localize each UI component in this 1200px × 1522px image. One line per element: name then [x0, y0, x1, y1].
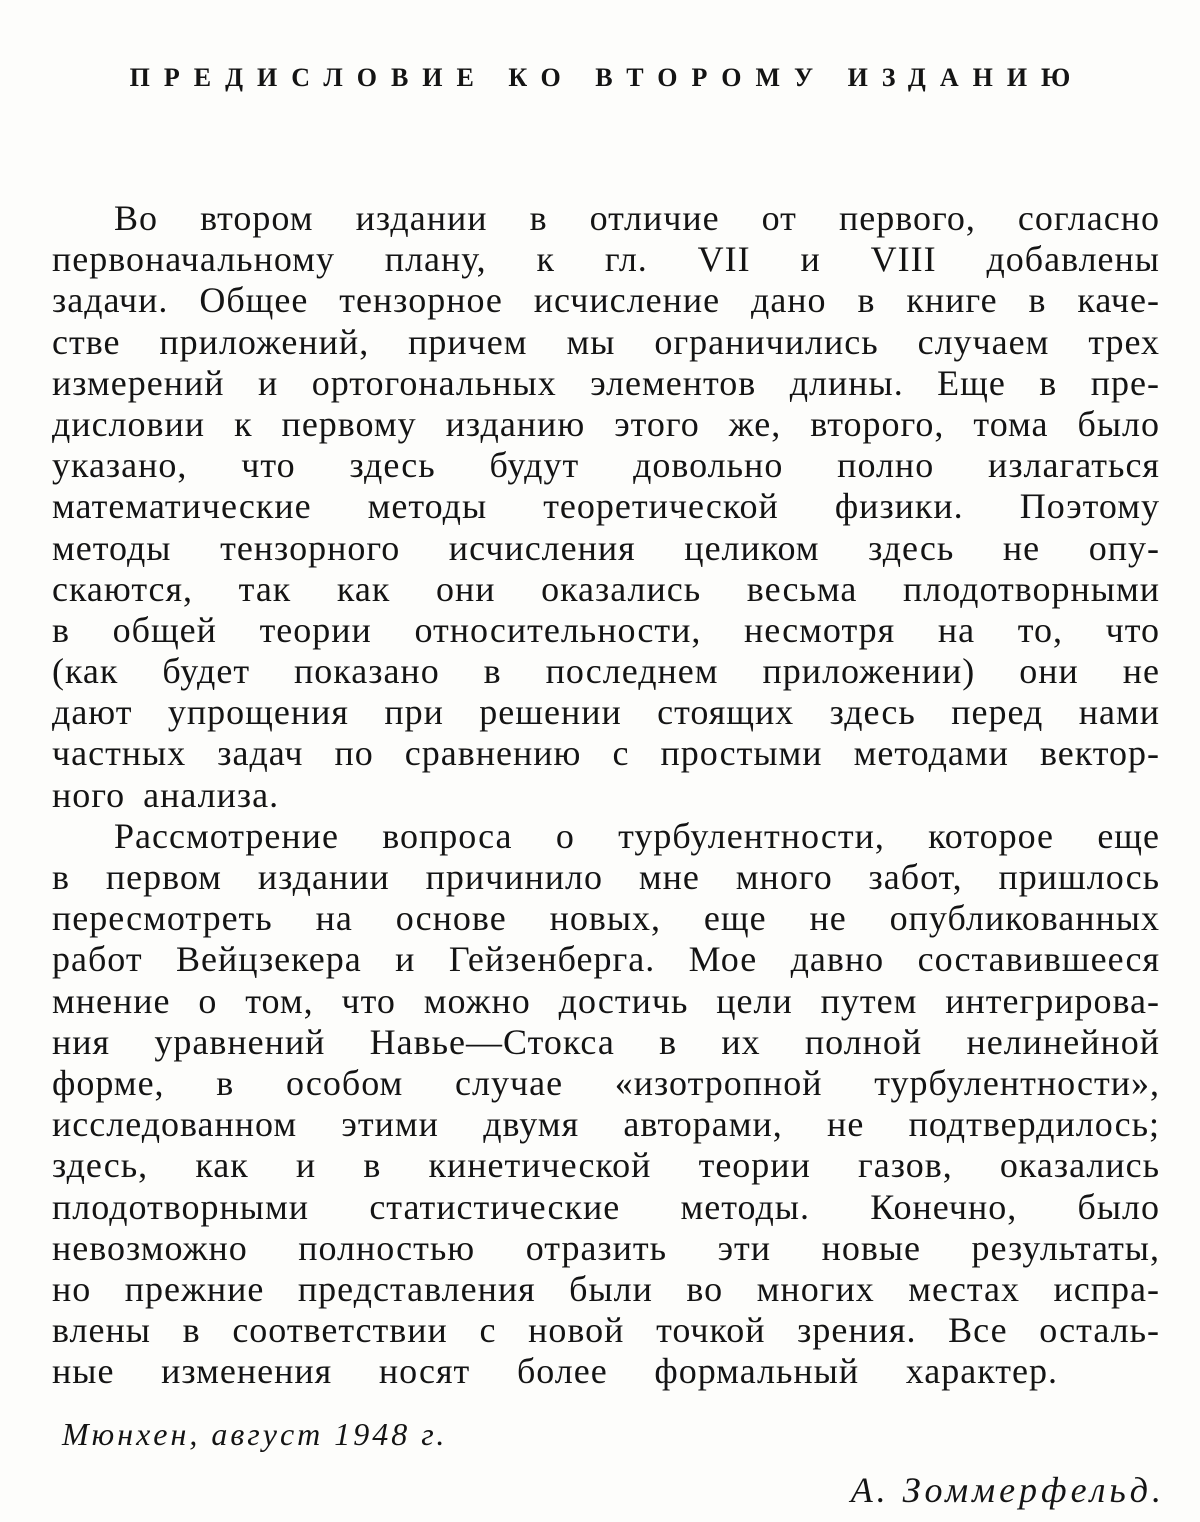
text-line: дисловии к первому изданию этого же, второго, тома было: [52, 403, 1160, 444]
text-line: пересмотреть на основе новых, еще не опубликованных: [52, 898, 1160, 939]
preface-body: [52, 198, 1160, 1392]
text-line: математические методы теоретической физики. Поэтому: [52, 486, 1160, 527]
text-line: мнение о том, что можно достичь цели путем интегрирова-: [52, 980, 1160, 1021]
text-line: ного анализа.: [52, 774, 280, 815]
text-line: методы тензорного исчисления целиком здесь не опу-: [52, 527, 1160, 568]
text-line: дают упрощения при решении стоящих здесь перед нами: [52, 692, 1160, 733]
text-line: работ Вейцзекера и Гейзенберга. Мое давно составившееся: [52, 939, 1160, 980]
text-line: Рассмотрение вопроса о турбулентности, которое еще: [114, 815, 1160, 856]
paragraph-1: [52, 198, 1160, 816]
author-signature: А. Зоммерфельд.: [850, 1470, 1165, 1510]
text-line: ные изменения носят более формальный характер.: [52, 1351, 1058, 1392]
text-line: задачи. Общее тензорное исчисление дано в книге в каче-: [52, 280, 1160, 321]
text-line: указано, что здесь будут довольно полно излагаться: [52, 445, 1160, 486]
text-line: влены в соответствии с новой точкой зрения. Все осталь-: [52, 1310, 1160, 1351]
text-line: невозможно полностью отразить эти новые результаты,: [52, 1227, 1160, 1268]
text-line: плодотворными статистические методы. Конечно, было: [52, 1186, 1160, 1227]
text-line: Во втором издании в отличие от первого, согласно: [114, 198, 1160, 238]
text-line: (как будет показано в последнем приложении) они не: [52, 651, 1160, 692]
text-line: измерений и ортогональных элементов длины. Еще в пре-: [52, 362, 1160, 403]
text-line: форме, в особом случае «изотропной турбулентности»,: [52, 1062, 1160, 1103]
paragraph-2: [52, 816, 1160, 1393]
text-line: исследованном этими двумя авторами, не подтвердилось;: [52, 1104, 1160, 1145]
text-line: здесь, как и в кинетической теории газов, оказались: [52, 1145, 1160, 1186]
text-line: частных задач по сравнению с простыми методами вектор-: [52, 733, 1160, 774]
text-line: первоначальному плану, к гл. VII и VIII добавлены: [52, 239, 1160, 280]
page-title: ПРЕДИСЛОВИЕ КО ВТОРОМУ ИЗДАНИЮ: [129, 63, 1085, 92]
text-line: в первом издании причинило мне много забот, пришлось: [52, 857, 1160, 897]
text-line: ния уравнений Навье—Стокса в их полной нелинейной: [52, 1021, 1160, 1062]
text-line: стве приложений, причем мы ограничились случаем трех: [52, 321, 1160, 362]
text-line: но прежние представления были во многих местах испра-: [52, 1268, 1160, 1309]
place-and-date: Мюнхен, август 1948 г.: [62, 1416, 448, 1452]
text-line: в общей теории относительности, несмотря на то, что: [52, 609, 1160, 650]
text-line: скаются, так как они оказались весьма плодотворными: [52, 568, 1160, 609]
